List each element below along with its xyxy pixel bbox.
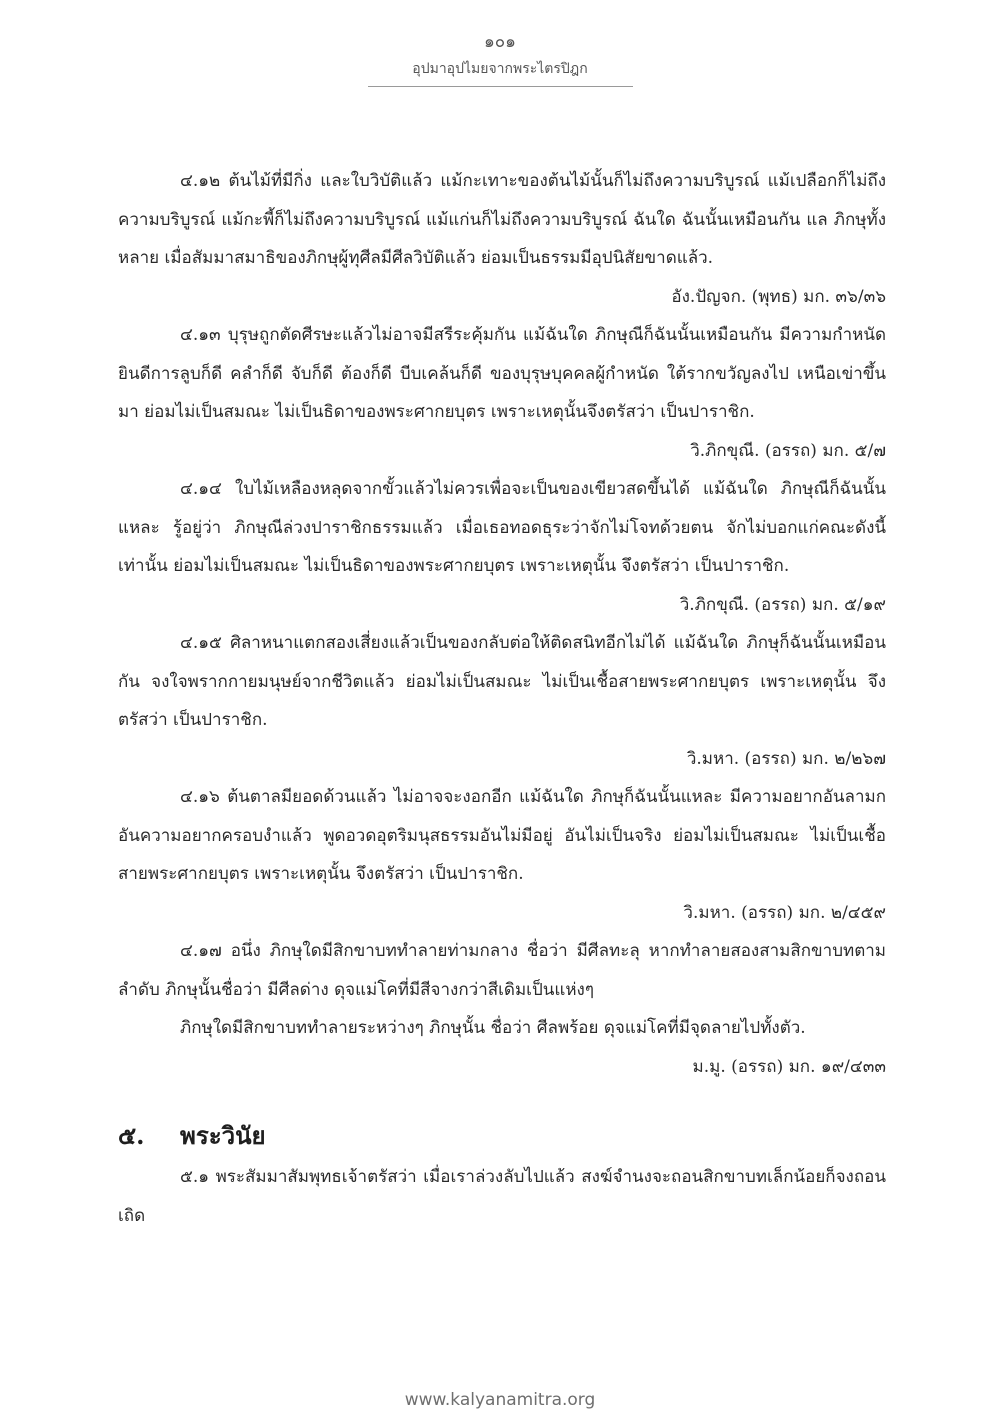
- main-content: [118, 162, 886, 1235]
- paragraph-4-17-continued: ภิกษุใดมีสิกขาบททำลายระหว่างๆ ภิกษุนั้น ชื่อว่า ศีลพร้อย ดุจแม่โคที่มีจุดลายไปทั้งตัว.: [180, 1018, 806, 1038]
- section-number: ๕.: [118, 1121, 145, 1150]
- reference-4-13: วิ.ภิกขุณี. (อรรถ) มก. ๕/๗: [690, 440, 886, 461]
- reference-4-17: ม.มู. (อรรถ) มก. ๑๙/๔๓๓: [692, 1056, 886, 1077]
- paragraph-4-15: ๔.๑๕ ศิลาหนาแตกสองเสี่ยงแล้วเป็นของกลับต่อให้ติดสนิทอีกไม่ได้ แม้ฉันใด ภิกษุก็ฉันนั้นเหมือนกัน จงใจพรากกายมนุษย์จากชีวิตแล้ว ย่อมไม่เป็นสมณะ ไม่เป็นเชื้อสายพระศากยบุตร เพราะเหตุนั้น จึงตรัสว่า เป็นปาราชิก.: [118, 633, 886, 730]
- footer-website: www.kalyanamitra.org: [404, 1390, 596, 1410]
- reference-4-15: วิ.มหา. (อรรถ) มก. ๒/๒๖๗: [686, 748, 886, 769]
- paragraph-4-16: ๔.๑๖ ต้นตาลมียอดด้วนแล้ว ไม่อาจจะงอกอีก แม้ฉันใด ภิกษุก็ฉันนั้นแหละ มีความอยากอันลามก อันความอยากครอบงำแล้ว พูดอวดอุตริมนุสธรรมอันไม่มีอยู่ อันไม่เป็นจริง ย่อมไม่เป็นสมณะ ไม่เป็นเชื้อสายพระศากยบุตร เพราะเหตุนั้น จึงตรัสว่า เป็นปาราชิก.: [118, 787, 886, 884]
- page-number: ๑๐๑: [484, 32, 516, 52]
- paragraph-4-12: ๔.๑๒ ต้นไม้ที่มีกิ่ง และใบวิบัติแล้ว แม้กะเทาะของต้นไม้นั้นก็ไม่ถึงความบริบูรณ์ แม้เปลือกก็ไม่ถึงความบริบูรณ์ แม้กะพี้ก็ไม่ถึงความบริบูรณ์ แม้แก่นก็ไม่ถึงความบริบูรณ์ ฉันใด ฉันนั้นเหมือนกัน แล ภิกษุทั้งหลาย เมื่อสัมมาสมาธิของภิกษุผู้ทุศีลมีศีลวิบัติแล้ว ย่อมเป็นธรรมมีอุปนิสัยขาดแล้ว.: [118, 171, 886, 268]
- header-divider: [368, 86, 633, 87]
- paragraph-4-14: ๔.๑๔ ใบไม้เหลืองหลุดจากขั้วแล้วไม่ควรเพื่อจะเป็นของเขียวสดขึ้นได้ แม้ฉันใด ภิกษุณีก็ฉันนั้นแหละ รู้อยู่ว่า ภิกษุณีล่วงปาราชิกธรรมแล้ว เมื่อเธอทอดธุระว่าจักไม่โจทด้วยตน จักไม่บอกแก่คณะดังนี้เท่านั้น ย่อมไม่เป็นสมณะ ไม่เป็นธิดาของพระศากยบุตร เพราะเหตุนั้น จึงตรัสว่า เป็นปาราชิก.: [118, 479, 886, 576]
- page-header: [0, 30, 1000, 87]
- section-title: พระวินัย: [180, 1121, 266, 1150]
- reference-4-12: อัง.ปัญจก. (พุทธ) มก. ๓๖/๓๖: [671, 286, 886, 307]
- section-heading: [118, 1114, 886, 1158]
- paragraph-4-17: ๔.๑๗ อนึ่ง ภิกษุใดมีสิกขาบททำลายท่ามกลาง ชื่อว่า มีศีลทะลุ หากทำลายสองสามสิกขาบทตามลำดับ ภิกษุนั้นชื่อว่า มีศีลด่าง ดุจแม่โคที่มีสีจางกว่าสีเดิมเป็นแห่งๆ: [118, 941, 886, 1000]
- paragraph-4-13: ๔.๑๓ บุรุษถูกตัดศีรษะแล้วไม่อาจมีสรีระคุ้มกัน แม้ฉันใด ภิกษุณีก็ฉันนั้นเหมือนกัน มีความกำหนัดยินดีการลูบก็ดี คลำก็ดี จับก็ดี ต้องก็ดี บีบเคล้นก็ดี ของบุรุษบุคคลผู้กำหนัด ใต้รากขวัญลงไป เหนือเข่าขึ้นมา ย่อมไม่เป็นสมณะ ไม่เป็นธิดาของพระศากยบุตร เพราะเหตุนั้นจึงตรัสว่า เป็นปาราชิก.: [118, 325, 886, 422]
- reference-4-14: วิ.ภิกขุณี. (อรรถ) มก. ๕/๑๙: [679, 594, 886, 615]
- paragraph-5-1: ๕.๑ พระสัมมาสัมพุทธเจ้าตรัสว่า เมื่อเราล่วงลับไปแล้ว สงฆ์จำนงจะถอนสิกขาบทเล็กน้อยก็จงถอนเถิด: [118, 1167, 886, 1226]
- book-title: อุปมาอุปไมยจากพระไตรปิฎก: [412, 61, 588, 77]
- reference-4-16: วิ.มหา. (อรรถ) มก. ๒/๔๕๙: [683, 902, 886, 923]
